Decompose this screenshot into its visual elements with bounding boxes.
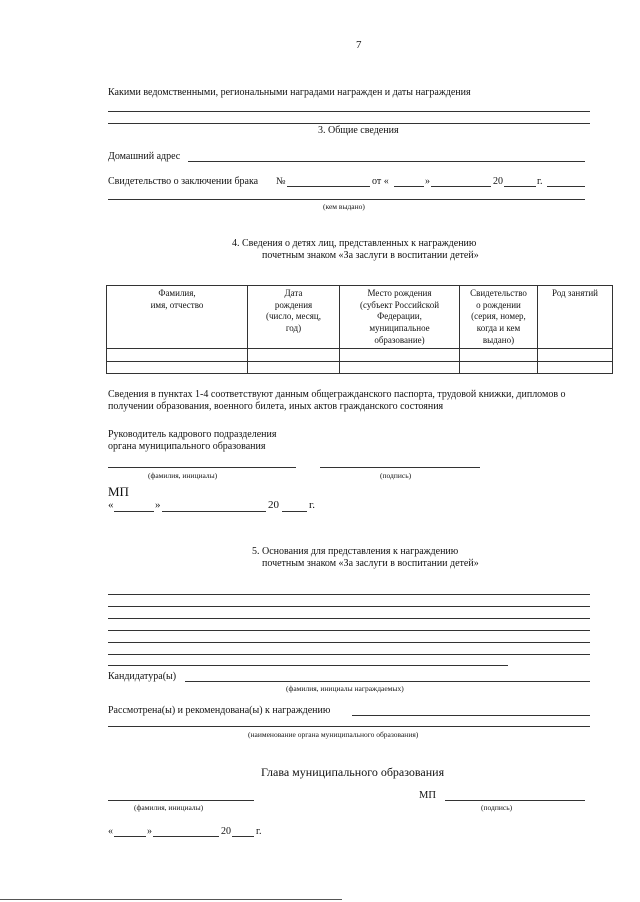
table-cell[interactable] (538, 349, 613, 361)
grounds-line-4[interactable] (108, 630, 590, 631)
table-cell[interactable] (460, 349, 538, 361)
col-header-text: Свидетельство о рождении (серия, номер, когда и кем выдано) (470, 288, 527, 345)
head-date-open-quote: « (108, 826, 113, 837)
col-header-fullname (107, 286, 248, 349)
grounds-line-5[interactable] (108, 642, 590, 643)
date-year-suffix: г. (309, 499, 316, 511)
table-cell[interactable] (248, 361, 340, 373)
confirmation-text-line2: получении образования, военного билета, иных актов гражданского состояния (108, 401, 444, 412)
table-cell[interactable] (538, 361, 613, 373)
section4-title-line2: почетным знаком «За заслуги в воспитании детей» (262, 250, 479, 261)
hr-signature-caption: (подпись) (380, 471, 412, 480)
section5-title-line1: 5. Основания для представления к награждению (252, 546, 459, 557)
home-address-field[interactable] (188, 161, 585, 162)
grounds-line-6[interactable] (108, 654, 590, 655)
home-address-label: Домашний адрес (108, 151, 181, 162)
cert-date-from: от « (372, 176, 389, 187)
date-day-field[interactable] (114, 511, 154, 512)
hr-head-title-line1: Руководитель кадрового подразделения (108, 429, 277, 440)
cert-year-field[interactable] (504, 186, 536, 187)
section4-title-line1: 4. Сведения о детях лиц, представленных к награждению (232, 238, 477, 249)
col-header-text: Место рождения (субъект Российской Федерации, муниципальное образование) (359, 288, 440, 345)
grounds-line-7[interactable] (108, 665, 508, 666)
head-date-year-prefix: 20 (221, 826, 231, 837)
cert-year-suffix: г. (537, 176, 543, 187)
cert-number-sign: № (276, 176, 286, 187)
stamp-label: МП (108, 484, 129, 499)
page-bottom-rule (0, 899, 342, 900)
table-cell[interactable] (340, 349, 460, 361)
date-open-quote: « (108, 499, 114, 511)
reviewed-label: Рассмотрена(ы) и рекомендована(ы) к награждению (108, 705, 331, 716)
org-caption: (наименование органа муниципального образования) (248, 730, 419, 739)
awards-line-2[interactable] (108, 123, 590, 124)
issued-by-field[interactable] (108, 199, 585, 200)
cert-date-quote-close: » (425, 176, 430, 187)
reviewed-field[interactable] (352, 715, 590, 716)
section5-title-line2: почетным знаком «За заслуги в воспитании детей» (262, 558, 479, 569)
hr-head-title-line2: органа муниципального образования (108, 441, 266, 452)
head-date-year-suffix: г. (256, 826, 262, 837)
head-signature-field[interactable] (445, 800, 585, 801)
table-row[interactable] (107, 349, 613, 361)
hr-name-caption: (фамилия, инициалы) (148, 471, 218, 480)
grounds-line-2[interactable] (108, 606, 590, 607)
awards-question: Какими ведомственными, региональными наградами награжден и даты награждения (108, 87, 471, 98)
hr-signature-field[interactable] (320, 467, 480, 468)
cert-day-field[interactable] (394, 186, 424, 187)
cert-year-tail[interactable] (547, 186, 585, 187)
col-header-birth-cert (460, 286, 538, 349)
table-cell[interactable] (460, 361, 538, 373)
date-month-field[interactable] (162, 511, 266, 512)
head-date-year-field[interactable] (232, 836, 254, 837)
marriage-cert-label: Свидетельство о заключении брака (108, 176, 259, 187)
col-header-text: Род занятий (552, 288, 598, 298)
children-table (106, 285, 613, 374)
section3-title: 3. Общие сведения (318, 125, 399, 136)
date-year-prefix: 20 (268, 499, 279, 511)
date-year-field[interactable] (282, 511, 307, 512)
table-row[interactable] (107, 361, 613, 373)
awards-line-1[interactable] (108, 111, 590, 112)
head-name-field[interactable] (108, 800, 254, 801)
hr-name-field[interactable] (108, 467, 296, 468)
grounds-line-1[interactable] (108, 594, 590, 595)
col-header-birthplace (340, 286, 460, 349)
cert-number-field[interactable] (287, 186, 370, 187)
head-date-month-field[interactable] (153, 836, 219, 837)
head-date-day-field[interactable] (114, 836, 146, 837)
issued-by-caption: (кем выдано) (323, 202, 365, 211)
head-stamp-label: МП (419, 790, 436, 801)
col-header-birthdate (248, 286, 340, 349)
col-header-text: Фамилия, имя, отчество (150, 288, 204, 310)
candidacy-caption: (фамилия, инициалы награждаемых) (286, 684, 404, 693)
table-cell[interactable] (248, 349, 340, 361)
col-header-occupation (538, 286, 613, 349)
head-name-caption: (фамилия, инициалы) (134, 803, 204, 812)
table-cell[interactable] (107, 361, 248, 373)
table-cell[interactable] (340, 361, 460, 373)
candidacy-field[interactable] (185, 681, 590, 682)
cert-month-field[interactable] (431, 186, 491, 187)
page-number: 7 (356, 39, 362, 51)
table-cell[interactable] (107, 349, 248, 361)
date-close-quote: » (155, 499, 161, 511)
reviewed-field-line-2[interactable] (108, 726, 590, 727)
confirmation-text-line1: Сведения в пунктах 1-4 соответствуют данным общегражданского паспорта, трудовой книжки, дипломов о (108, 389, 566, 400)
grounds-line-3[interactable] (108, 618, 590, 619)
candidacy-label: Кандидатура(ы) (108, 671, 177, 682)
cert-year-prefix: 20 (493, 176, 503, 187)
head-date-close-quote: » (147, 826, 152, 837)
col-header-text: Дата рождения (число, месяц, год) (266, 288, 321, 334)
head-title: Глава муниципального образования (261, 765, 445, 779)
head-signature-caption: (подпись) (481, 803, 513, 812)
